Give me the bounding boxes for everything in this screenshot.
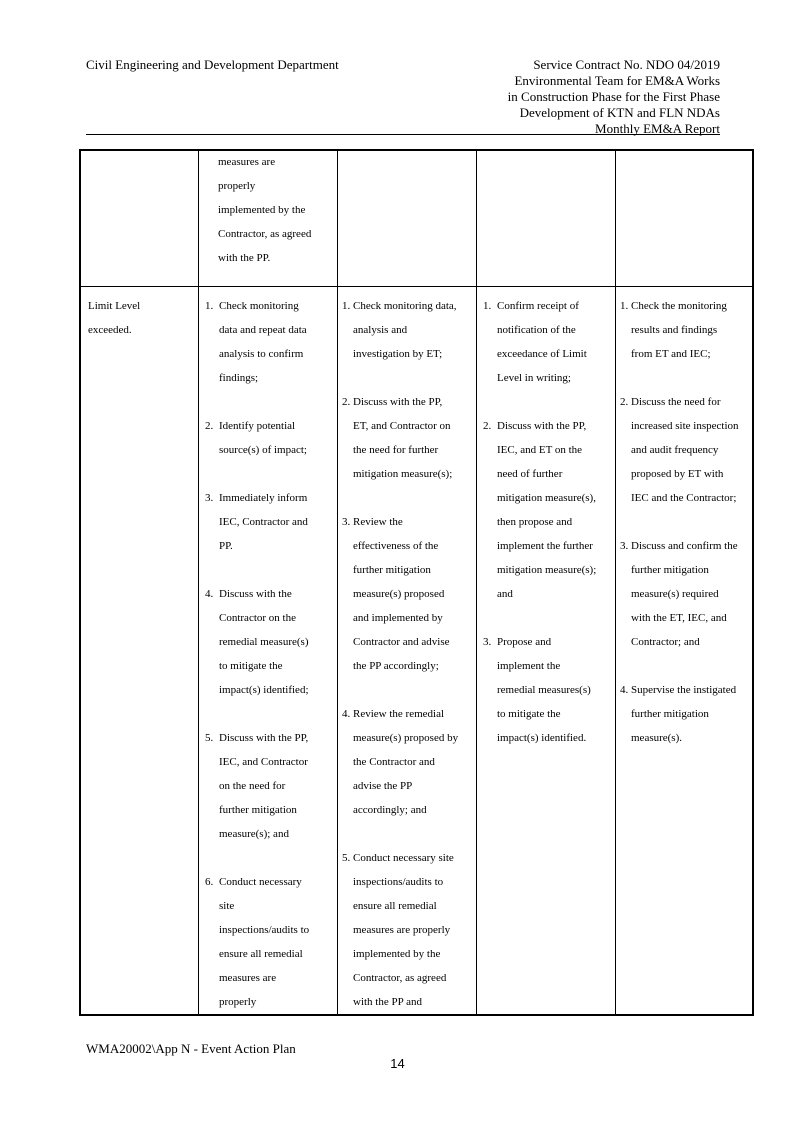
action-text: Discuss the need for bbox=[631, 396, 721, 408]
action-line bbox=[205, 990, 335, 1014]
action-line bbox=[205, 582, 335, 606]
action-line bbox=[483, 342, 614, 366]
cont-col2-cell bbox=[218, 150, 336, 270]
action-line bbox=[342, 726, 475, 750]
action-text: investigation by ET; bbox=[353, 348, 443, 360]
header-line: Monthly EM&A Report bbox=[595, 121, 720, 136]
action-line bbox=[620, 390, 754, 414]
action-text: Discuss with the PP, bbox=[353, 396, 443, 408]
action-number: 1. bbox=[205, 300, 214, 312]
action-line bbox=[205, 750, 335, 774]
action-number: 3. bbox=[483, 636, 492, 648]
cont-line: Contractor, as agreed bbox=[218, 228, 312, 240]
cont-line: properly bbox=[218, 180, 256, 192]
action-number: 5. bbox=[205, 732, 214, 744]
action-text: and implemented by bbox=[353, 612, 443, 624]
action-text: from ET and IEC; bbox=[631, 348, 711, 360]
action-line bbox=[483, 678, 614, 702]
action-line bbox=[483, 462, 614, 486]
action-line bbox=[620, 726, 754, 750]
header-department: Civil Engineering and Development Department bbox=[86, 57, 339, 72]
item-gap bbox=[620, 366, 754, 390]
item-gap bbox=[205, 702, 335, 726]
action-line bbox=[342, 630, 475, 654]
action-number: 2. bbox=[620, 396, 629, 408]
action-line bbox=[342, 798, 475, 822]
action-text: mitigation measure(s); bbox=[497, 564, 597, 576]
action-line bbox=[205, 606, 335, 630]
action-line bbox=[205, 918, 335, 942]
action-text: further mitigation bbox=[631, 564, 709, 576]
et-action-cell bbox=[342, 294, 475, 1014]
action-text: Check the monitoring bbox=[631, 300, 727, 312]
action-number: 6. bbox=[205, 876, 214, 888]
item-gap bbox=[205, 390, 335, 414]
action-text: Discuss and confirm the bbox=[631, 540, 738, 552]
action-text: impact(s) identified. bbox=[497, 732, 587, 744]
action-text: to mitigate the bbox=[497, 708, 561, 720]
action-number: 5. bbox=[342, 852, 351, 864]
action-text: accordingly; and bbox=[353, 804, 427, 816]
action-text: Identify potential bbox=[219, 420, 296, 432]
action-text: further mitigation bbox=[219, 804, 297, 816]
action-line bbox=[205, 486, 335, 510]
action-text: with the ET, IEC, and bbox=[631, 612, 727, 624]
action-line bbox=[342, 918, 475, 942]
action-text: need of further bbox=[497, 468, 563, 480]
action-text: to mitigate the bbox=[219, 660, 283, 672]
er-action-cell bbox=[620, 294, 754, 750]
action-text: measure(s) required bbox=[631, 588, 719, 600]
header-contract-info bbox=[508, 57, 720, 137]
item-gap bbox=[342, 366, 475, 390]
action-line bbox=[342, 414, 475, 438]
item-gap bbox=[205, 462, 335, 486]
action-text: Supervise the instigated bbox=[631, 684, 737, 696]
action-text: the PP accordingly; bbox=[353, 660, 439, 672]
action-line bbox=[620, 462, 754, 486]
action-line bbox=[205, 414, 335, 438]
action-line bbox=[620, 630, 754, 654]
column-divider bbox=[198, 151, 199, 1014]
contractor-action-cell bbox=[205, 294, 335, 1014]
action-line bbox=[342, 510, 475, 534]
action-number: 2. bbox=[342, 396, 351, 408]
action-line bbox=[342, 966, 475, 990]
action-text: Discuss with the bbox=[219, 588, 292, 600]
cont-line: with the PP. bbox=[218, 252, 271, 264]
action-line bbox=[620, 414, 754, 438]
action-text: measure(s) proposed by bbox=[353, 732, 459, 744]
action-text: source(s) of impact; bbox=[219, 444, 307, 456]
action-line bbox=[483, 726, 614, 750]
action-line bbox=[620, 318, 754, 342]
action-line bbox=[620, 294, 754, 318]
action-line bbox=[205, 318, 335, 342]
action-text: measure(s). bbox=[631, 732, 683, 744]
action-text: results and findings bbox=[631, 324, 718, 336]
action-line bbox=[342, 606, 475, 630]
action-text: further mitigation bbox=[353, 564, 431, 576]
action-text: Discuss with the PP, bbox=[219, 732, 309, 744]
action-text: implement the further bbox=[497, 540, 593, 552]
action-text: Check monitoring bbox=[219, 300, 299, 312]
event-label-line: Limit Level bbox=[88, 300, 141, 312]
action-text: implement the bbox=[497, 660, 561, 672]
action-text: measure(s); and bbox=[219, 828, 289, 840]
action-line bbox=[620, 342, 754, 366]
action-line bbox=[342, 774, 475, 798]
action-text: advise the PP bbox=[353, 780, 413, 792]
action-number: 4. bbox=[342, 708, 351, 720]
action-text: Contractor on the bbox=[219, 612, 296, 624]
action-text: Conduct necessary bbox=[219, 876, 302, 888]
action-line bbox=[620, 678, 754, 702]
action-line bbox=[483, 534, 614, 558]
action-line bbox=[205, 798, 335, 822]
row-divider bbox=[81, 286, 752, 287]
action-number: 2. bbox=[205, 420, 214, 432]
action-line bbox=[620, 606, 754, 630]
action-number: 2. bbox=[483, 420, 492, 432]
action-text: findings; bbox=[219, 372, 259, 384]
event-cell bbox=[88, 294, 196, 342]
action-number: 3. bbox=[620, 540, 629, 552]
action-number: 4. bbox=[620, 684, 629, 696]
header-line: Environmental Team for EM&A Works bbox=[514, 73, 720, 88]
action-text: the need for further bbox=[353, 444, 439, 456]
action-line bbox=[205, 678, 335, 702]
action-line bbox=[483, 654, 614, 678]
action-text: remedial measure(s) bbox=[219, 636, 309, 648]
action-line bbox=[342, 702, 475, 726]
action-line bbox=[342, 390, 475, 414]
action-line bbox=[205, 870, 335, 894]
action-line bbox=[483, 414, 614, 438]
item-gap bbox=[205, 846, 335, 870]
column-divider bbox=[476, 151, 477, 1014]
action-text: implemented by the bbox=[353, 948, 441, 960]
action-text: on the need for bbox=[219, 780, 286, 792]
action-text: Review the remedial bbox=[353, 708, 445, 720]
action-line bbox=[342, 534, 475, 558]
action-number: 4. bbox=[205, 588, 214, 600]
action-line bbox=[205, 822, 335, 846]
header-rule bbox=[86, 134, 720, 135]
action-line bbox=[205, 294, 335, 318]
item-gap bbox=[342, 486, 475, 510]
cont-line: measures are bbox=[218, 156, 276, 168]
action-text: Review the bbox=[353, 516, 403, 528]
action-line bbox=[342, 870, 475, 894]
action-line bbox=[620, 486, 754, 510]
action-line bbox=[620, 558, 754, 582]
item-gap bbox=[620, 654, 754, 678]
action-line bbox=[483, 630, 614, 654]
action-text: PP. bbox=[219, 540, 233, 552]
action-text: measures are bbox=[219, 972, 277, 984]
action-line bbox=[342, 462, 475, 486]
action-text: analysis and bbox=[353, 324, 408, 336]
footer-path: WMA20002\App N - Event Action Plan bbox=[86, 1041, 296, 1056]
action-line bbox=[205, 510, 335, 534]
action-text: Immediately inform bbox=[219, 492, 308, 504]
action-line bbox=[483, 318, 614, 342]
action-text: site bbox=[219, 900, 235, 912]
item-gap bbox=[483, 606, 614, 630]
action-text: data and repeat data bbox=[219, 324, 307, 336]
action-text: with the PP and bbox=[353, 996, 422, 1008]
action-line bbox=[205, 438, 335, 462]
action-line bbox=[205, 894, 335, 918]
action-text: impact(s) identified; bbox=[219, 684, 309, 696]
action-text: Discuss with the PP, bbox=[497, 420, 587, 432]
action-line bbox=[205, 534, 335, 558]
action-line bbox=[205, 726, 335, 750]
action-line bbox=[342, 990, 475, 1014]
action-line bbox=[205, 630, 335, 654]
action-text: and audit frequency bbox=[631, 444, 719, 456]
item-gap bbox=[342, 678, 475, 702]
action-line bbox=[620, 702, 754, 726]
action-line bbox=[342, 318, 475, 342]
iec-action-cell bbox=[483, 294, 614, 750]
action-text: Propose and bbox=[497, 636, 552, 648]
action-line bbox=[620, 438, 754, 462]
action-line bbox=[342, 942, 475, 966]
action-text: mitigation measure(s); bbox=[353, 468, 453, 480]
action-text: measure(s) proposed bbox=[353, 588, 445, 600]
item-gap bbox=[483, 390, 614, 414]
action-text: IEC, and ET on the bbox=[497, 444, 583, 456]
action-line bbox=[205, 966, 335, 990]
action-line bbox=[483, 366, 614, 390]
header-line: Development of KTN and FLN NDAs bbox=[519, 105, 720, 120]
header-line: in Construction Phase for the First Phase bbox=[507, 89, 720, 104]
event-label-line: exceeded. bbox=[88, 324, 132, 336]
action-text: Conduct necessary site bbox=[353, 852, 454, 864]
item-gap bbox=[205, 558, 335, 582]
action-text: Contractor, as agreed bbox=[353, 972, 447, 984]
action-text: Level in writing; bbox=[497, 372, 571, 384]
action-text: proposed by ET with bbox=[631, 468, 724, 480]
action-text: properly bbox=[219, 996, 257, 1008]
action-line bbox=[620, 582, 754, 606]
action-line bbox=[483, 702, 614, 726]
event-action-table bbox=[79, 149, 754, 1016]
action-text: Confirm receipt of bbox=[497, 300, 579, 312]
action-line bbox=[342, 894, 475, 918]
action-text: the Contractor and bbox=[353, 756, 435, 768]
action-line bbox=[483, 438, 614, 462]
action-text: mitigation measure(s), bbox=[497, 492, 596, 504]
action-text: remedial measures(s) bbox=[497, 684, 591, 696]
action-line bbox=[205, 942, 335, 966]
column-divider bbox=[615, 151, 616, 1014]
action-text: notification of the bbox=[497, 324, 576, 336]
action-line bbox=[342, 846, 475, 870]
action-text: exceedance of Limit bbox=[497, 348, 587, 360]
action-text: further mitigation bbox=[631, 708, 709, 720]
action-text: analysis to confirm bbox=[219, 348, 304, 360]
action-line bbox=[483, 294, 614, 318]
action-line bbox=[205, 366, 335, 390]
action-line bbox=[483, 582, 614, 606]
action-text: inspections/audits to bbox=[353, 876, 444, 888]
action-line bbox=[483, 558, 614, 582]
action-line bbox=[483, 510, 614, 534]
action-number: 1. bbox=[342, 300, 351, 312]
action-line bbox=[342, 750, 475, 774]
action-text: ET, and Contractor on bbox=[353, 420, 451, 432]
action-number: 3. bbox=[342, 516, 351, 528]
action-text: IEC, Contractor and bbox=[219, 516, 308, 528]
action-line bbox=[205, 654, 335, 678]
action-text: and bbox=[497, 588, 513, 600]
action-text: effectiveness of the bbox=[353, 540, 439, 552]
action-line bbox=[620, 534, 754, 558]
action-text: ensure all remedial bbox=[219, 948, 303, 960]
cont-line: implemented by the bbox=[218, 204, 306, 216]
action-text: then propose and bbox=[497, 516, 573, 528]
action-text: IEC and the Contractor; bbox=[631, 492, 737, 504]
column-divider bbox=[337, 151, 338, 1014]
action-number: 1. bbox=[620, 300, 629, 312]
action-text: IEC, and Contractor bbox=[219, 756, 308, 768]
action-line bbox=[205, 774, 335, 798]
action-line bbox=[342, 558, 475, 582]
action-text: Contractor and advise bbox=[353, 636, 450, 648]
page-number: 14 bbox=[390, 1056, 405, 1071]
action-text: measures are properly bbox=[353, 924, 451, 936]
action-line bbox=[342, 342, 475, 366]
action-line bbox=[342, 654, 475, 678]
action-line bbox=[205, 342, 335, 366]
action-line bbox=[342, 294, 475, 318]
action-number: 1. bbox=[483, 300, 492, 312]
action-line bbox=[483, 486, 614, 510]
action-line bbox=[342, 438, 475, 462]
action-line bbox=[342, 582, 475, 606]
item-gap bbox=[620, 510, 754, 534]
action-text: Contractor; and bbox=[631, 636, 700, 648]
action-text: inspections/audits to bbox=[219, 924, 310, 936]
action-text: Check monitoring data, bbox=[353, 300, 457, 312]
action-number: 3. bbox=[205, 492, 214, 504]
header-line: Service Contract No. NDO 04/2019 bbox=[533, 57, 720, 72]
action-text: ensure all remedial bbox=[353, 900, 437, 912]
action-text: increased site inspection bbox=[631, 420, 739, 432]
item-gap bbox=[342, 822, 475, 846]
